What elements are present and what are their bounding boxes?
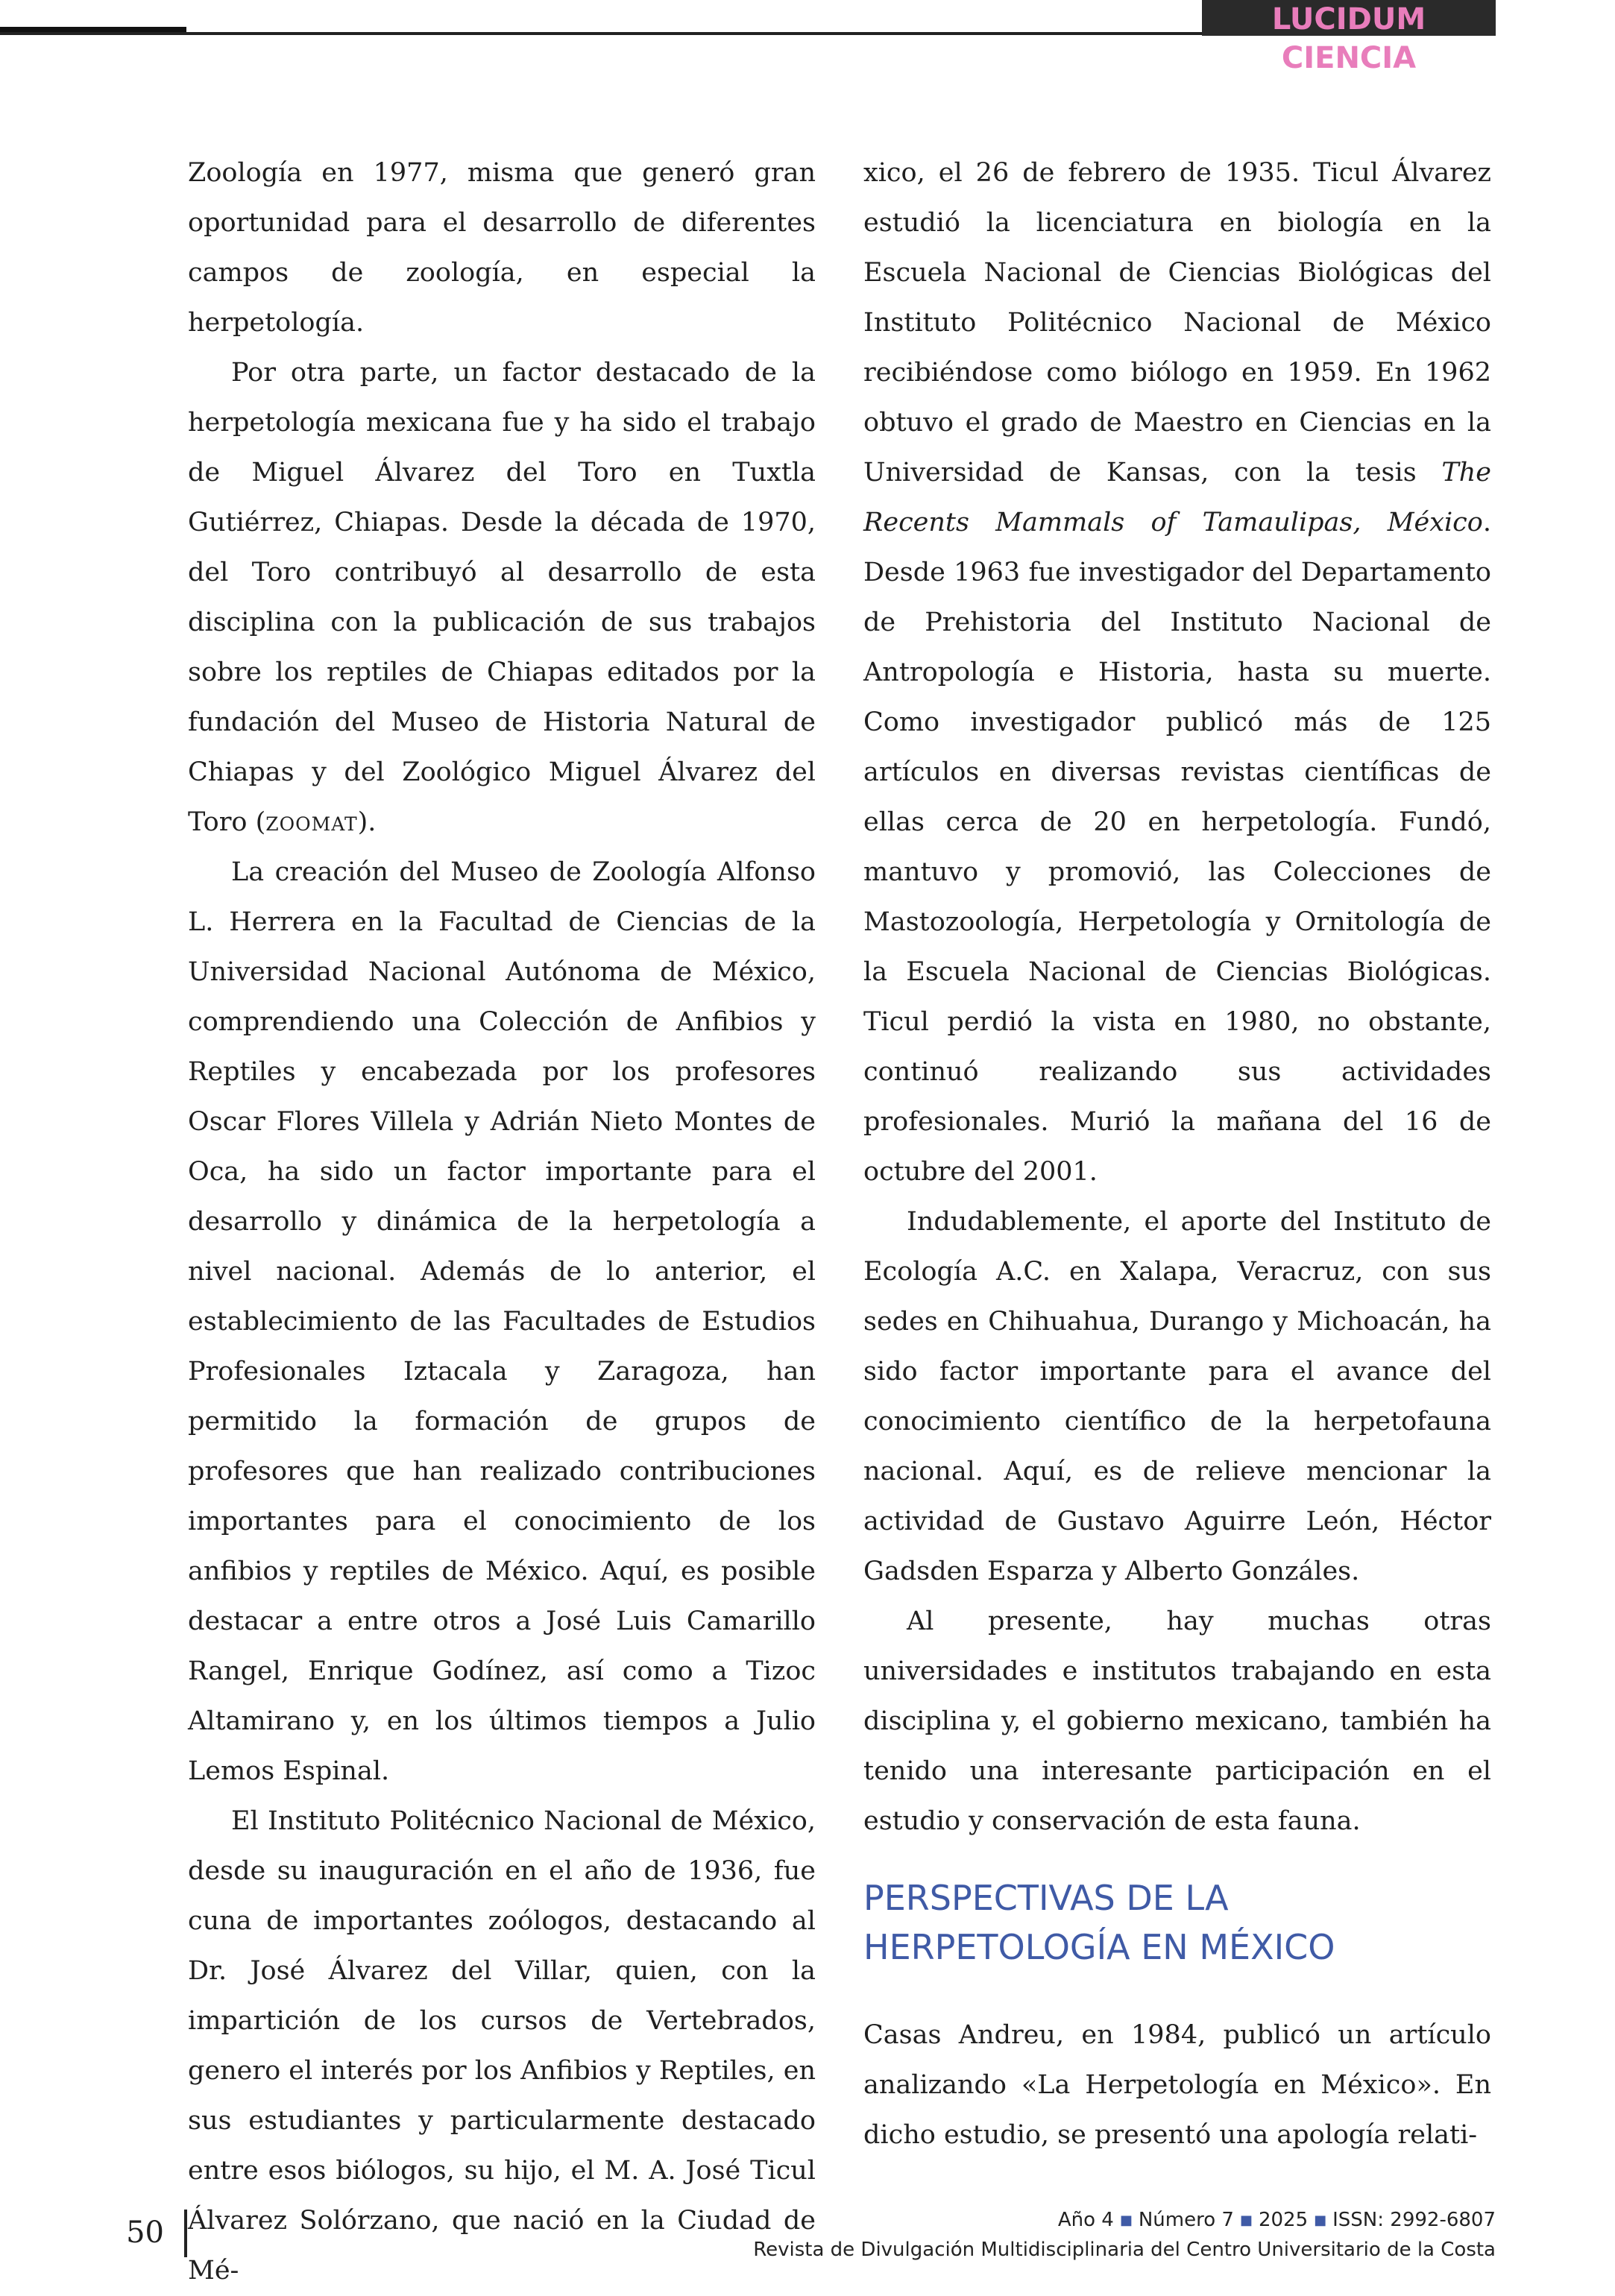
acronym-zoomat: zoomat	[265, 807, 358, 837]
paragraph: El Instituto Politécnico Nacional de México, desde su inauguración en el año de 1936, fue cuna de importantes zoólogos, destacando al Dr. José Álvarez del Villar, quien, con la impartición de los cursos de Vertebrados, genero el interés por los Anfibios y Reptiles, en sus estudiantes y particularmente destacado entre esos biólogos, su hijo, el M. A. José Ticul Álvarez Solórzano, que nació en la Ciudad de Mé-	[188, 1806, 816, 2286]
paragraph: xico, el 26 de febrero de 1935. Ticul Álvarez estudió la licenciatura en biología en la Escuela Nacional de Ciencias Biológicas del Instituto Politécnico Nacional de México recibiéndose como biólogo en 1959. En 1962 obtuvo el grado de Maestro en Ciencias en la Universidad de Kansas, con la tesis The Recents Mammals of Tamaulipas, México. Desde 1963 fue investigador del Departamento de Prehistoria del Instituto Nacional de Antropología e Historia, hasta su muerte. Como investigador publicó más de 125 artículos en diversas revistas científicas de ellas cerca de 20 en herpetología. Fundó, mantuvo y promovió, las Colecciones de Mastozoología, Herpetología y Ornitología de la Escuela Nacional de Ciencias Biológicas. Ticul perdió la vista en 1980, no obstante, continuó realizando sus actividades profesionales. Murió la mañana del 16 de octubre del 2001.	[863, 158, 1491, 1187]
separator-square-icon: ■	[1239, 2212, 1253, 2228]
paragraph: Al presente, hay muchas otras universidades e institutos trabajando en esta disciplina y, el gobierno mexicano, también ha tenido una interesante participación en el estudio y conservación de esta fauna.	[863, 1606, 1491, 1836]
section-heading: PERSPECTIVAS DE LA HERPETOLOGÍA EN MÉXICO	[863, 1878, 1335, 1967]
paragraph: Por otra parte, un factor destacado de la herpetología mexicana fue y ha sido el trabajo de Miguel Álvarez del Toro en Tuxtla Gutiérrez, Chiapas. Desde la década de 1970, del Toro contribuyó al desarrollo de esta disciplina con la publicación de sus trabajos sobre los reptiles de Chiapas editados por la fundación del Museo de Historia Natural de Chiapas y del Zoológico Miguel Álvarez del Toro (zoomat).	[188, 358, 816, 837]
thesis-title: The Recents Mammals of Tamaulipas, México	[863, 458, 1491, 537]
column-right	[863, 148, 1491, 2160]
paragraph: Indudablemente, el aporte del Instituto de Ecología A.C. en Xalapa, Veracruz, con sus sedes en Chihuahua, Durango y Michoacán, ha sido factor importante para el avance del conocimiento científico de la herpetofauna nacional. Aquí, es de relieve mencionar la actividad de Gustavo Aguirre León, Héctor Gadsden Esparza y Alberto Gonzáles.	[863, 1207, 1491, 1586]
footer-divider	[184, 2210, 187, 2257]
column-left	[188, 148, 816, 2296]
journal-name: Revista de Divulgación Multidisciplinaria del Centro Universitario de la Costa	[753, 2239, 1496, 2261]
issue-info: Año 4 ■ Número 7 ■ 2025 ■ ISSN: 2992-6807	[1057, 2209, 1496, 2231]
separator-square-icon: ■	[1119, 2212, 1133, 2228]
paragraph: Zoología en 1977, misma que generó gran oportunidad para el desarrollo de diferentes campos de zoología, en especial la herpetología.	[188, 158, 816, 338]
paragraph: La creación del Museo de Zoología Alfonso L. Herrera en la Facultad de Ciencias de la Universidad Nacional Autónoma de México, comprendiendo una Colección de Anfibios y Reptiles y encabezada por los profesores Oscar Flores Villela y Adrián Nieto Montes de Oca, ha sido un factor importante para el desarrollo y dinámica de la herpetología a nivel nacional. Además de lo anterior, el establecimiento de las Facultades de Estudios Profesionales Iztacala y Zaragoza, han permitido la formación de grupos de profesores que han realizado contribuciones importantes para el conocimiento de los anfibios y reptiles de México. Aquí, es posible destacar a entre otros a José Luis Camarillo Rangel, Enrique Godínez, así como a Tizoc Altamirano y, en los últimos tiempos a Julio Lemos Espinal.	[188, 857, 816, 1786]
separator-square-icon: ■	[1314, 2212, 1327, 2228]
page-number: 50	[126, 2215, 164, 2250]
section-tag: LUCIDUM CIENCIA	[1202, 0, 1496, 36]
paragraph: Casas Andreu, en 1984, publicó un artículo analizando «La Herpetología en México». En dicho estudio, se presentó una apología relati-	[863, 2020, 1491, 2150]
